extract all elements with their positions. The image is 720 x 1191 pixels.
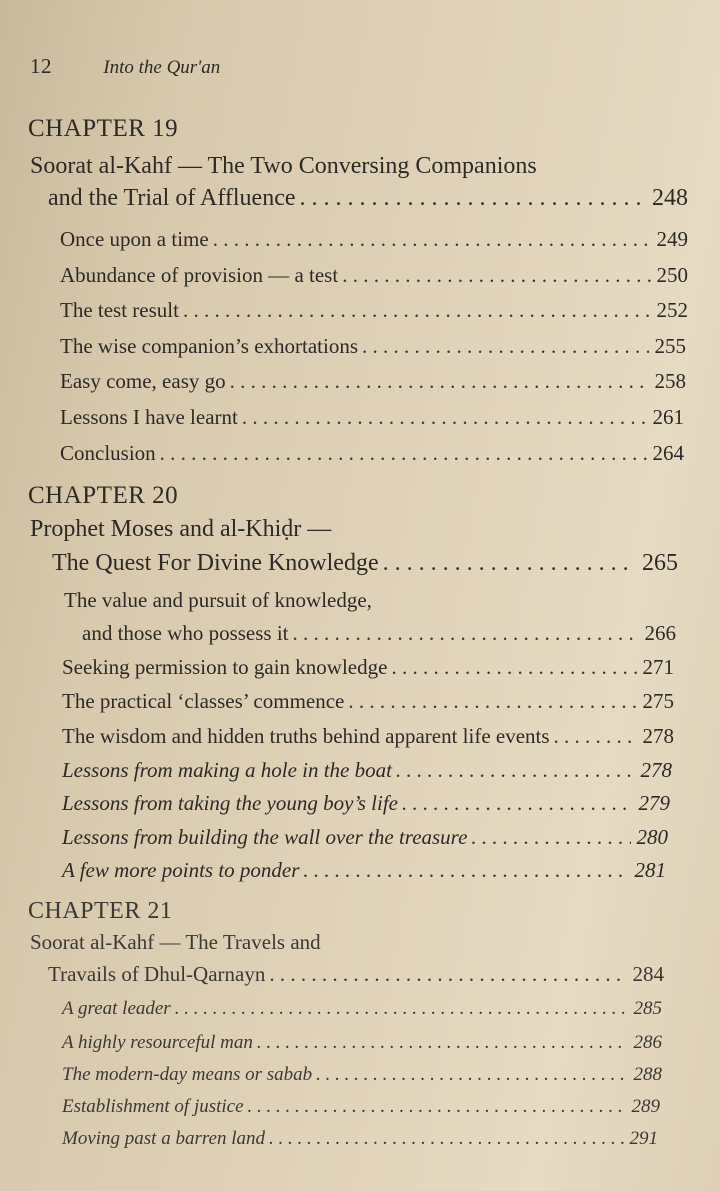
page-ref: 249	[656, 227, 688, 251]
entry-label: Seeking permission to gain knowledge	[62, 655, 388, 679]
page-ref: 248	[652, 185, 688, 211]
entry-label: Lessons I have learnt	[60, 405, 238, 429]
book-title: Into the Qur'an	[103, 57, 221, 78]
chapter-21-title-entry[interactable]	[48, 962, 664, 987]
toc-entry[interactable]	[62, 655, 674, 680]
toc-entry[interactable]	[62, 689, 674, 714]
dot-leader	[402, 791, 633, 816]
dot-leader	[316, 1064, 627, 1086]
toc-entry[interactable]	[82, 621, 676, 646]
dot-leader	[269, 962, 626, 987]
entry-label	[62, 1064, 312, 1086]
chapter-20-title-entry[interactable]	[52, 550, 678, 577]
chapter-20-label: CHAPTER 20	[28, 482, 179, 509]
toc-entry-line1: The value and pursuit of knowledge,	[64, 588, 372, 612]
page-ref: 266	[644, 621, 676, 645]
dot-leader	[242, 405, 647, 430]
chapter-19-title-line1: Soorat al-Kahf — The Two Conversing Companions	[30, 153, 537, 179]
toc-entry[interactable]	[62, 791, 670, 816]
toc-entry[interactable]	[62, 724, 674, 749]
page-ref: 284	[632, 962, 664, 986]
entry-label: A highly resourceful man	[62, 1032, 253, 1053]
page-ref: 255	[654, 334, 686, 358]
entry-label: Lessons from building the wall over the treasure	[62, 825, 468, 849]
dot-leader	[213, 227, 651, 252]
toc-entry[interactable]	[62, 1064, 662, 1086]
entry-label: Once upon a time	[60, 227, 209, 251]
page-ref: 258	[654, 369, 686, 393]
entry-label: Conclusion	[60, 441, 156, 465]
toc-entry[interactable]	[62, 998, 662, 1020]
entry-label: The wisdom and hidden truths behind apparent life events	[62, 724, 550, 748]
page-ref: 261	[652, 405, 684, 429]
dot-leader	[183, 298, 651, 323]
entry-label: Lessons from making a hole in the boat	[62, 758, 392, 782]
dot-leader	[348, 689, 636, 714]
dot-leader	[160, 441, 647, 466]
entry-label: Establishment of justice	[62, 1096, 244, 1117]
entry-label: Easy come, easy go	[60, 369, 226, 393]
dot-leader	[342, 263, 650, 288]
entry-label: The test result	[60, 298, 179, 322]
chapter-19-title-entry[interactable]	[48, 185, 688, 212]
dot-leader	[293, 621, 639, 646]
toc-entry[interactable]	[60, 441, 684, 466]
page-ref: 278	[642, 724, 674, 748]
chapter-20-title-line1: Prophet Moses and al-Khiḍr —	[30, 516, 332, 542]
chapter-19-label: CHAPTER 19	[28, 115, 179, 142]
chapter-19-title-line2: and the Trial of Affluence	[48, 185, 296, 211]
page-ref: 264	[652, 441, 684, 465]
entry-label: Lessons from taking the young boy’s life	[62, 791, 398, 815]
toc-entry[interactable]	[62, 825, 668, 850]
entry-label: and those who possess it	[82, 621, 289, 645]
page-ref: 280	[636, 825, 668, 849]
page-ref: 288	[633, 1064, 662, 1085]
dot-leader	[391, 655, 636, 680]
entry-label: Abundance of provision — a test	[60, 263, 339, 287]
toc-entry[interactable]	[60, 369, 686, 394]
chapter-21-title-line2: Travails of Dhul-Qarnayn	[48, 962, 266, 986]
page-ref: 285	[633, 998, 662, 1019]
page-ref: 286	[633, 1032, 662, 1053]
chapter-21-title-line1: Soorat al-Kahf — The Travels and	[30, 930, 321, 954]
toc-entry[interactable]	[62, 1096, 660, 1118]
dot-leader	[248, 1096, 626, 1118]
dot-leader	[257, 1032, 628, 1054]
dot-leader	[175, 998, 628, 1020]
entry-label: The wise companion’s exhortations	[60, 334, 359, 358]
toc-entry[interactable]	[60, 405, 684, 430]
page-ref: 279	[638, 791, 670, 815]
page-ref: 289	[631, 1096, 660, 1117]
toc-entry[interactable]	[60, 334, 686, 359]
dot-leader	[300, 185, 646, 212]
page-ref: 281	[634, 858, 666, 882]
entry-label-text: The modern-day means or	[62, 1064, 267, 1085]
toc-entry[interactable]	[60, 263, 688, 288]
entry-label: Moving past a barren land	[62, 1128, 266, 1149]
chapter-21-label: CHAPTER 21	[28, 898, 173, 924]
dot-leader	[471, 825, 630, 850]
toc-entry[interactable]	[60, 298, 688, 323]
page-ref: 250	[656, 263, 688, 287]
dot-leader	[230, 369, 649, 394]
running-head	[30, 54, 220, 79]
entry-label: A few more points to ponder	[62, 858, 300, 882]
toc-entry[interactable]	[60, 227, 688, 252]
chapter-20-title-line2: The Quest For Divine Knowledge	[52, 550, 379, 576]
toc-entry[interactable]	[62, 1032, 662, 1054]
dot-leader	[269, 1128, 623, 1150]
page-number: 12	[30, 54, 52, 78]
dot-leader	[303, 858, 628, 883]
entry-label: The practical ‘classes’ commence	[62, 689, 345, 713]
toc-entry[interactable]	[62, 758, 672, 783]
dot-leader	[383, 550, 636, 577]
page-ref: 265	[642, 550, 678, 576]
dot-leader	[396, 758, 635, 783]
page-ref: 291	[629, 1128, 658, 1149]
entry-label: A great leader	[62, 998, 171, 1019]
page-ref: 278	[640, 758, 672, 782]
page-ref: 252	[656, 298, 688, 322]
page-ref: 271	[642, 655, 674, 679]
page-ref: 275	[642, 689, 674, 713]
dot-leader	[554, 724, 639, 749]
toc-entry[interactable]	[62, 858, 666, 883]
entry-label-term: sabab	[266, 1064, 313, 1085]
dot-leader	[362, 334, 648, 359]
toc-entry[interactable]	[62, 1128, 658, 1150]
